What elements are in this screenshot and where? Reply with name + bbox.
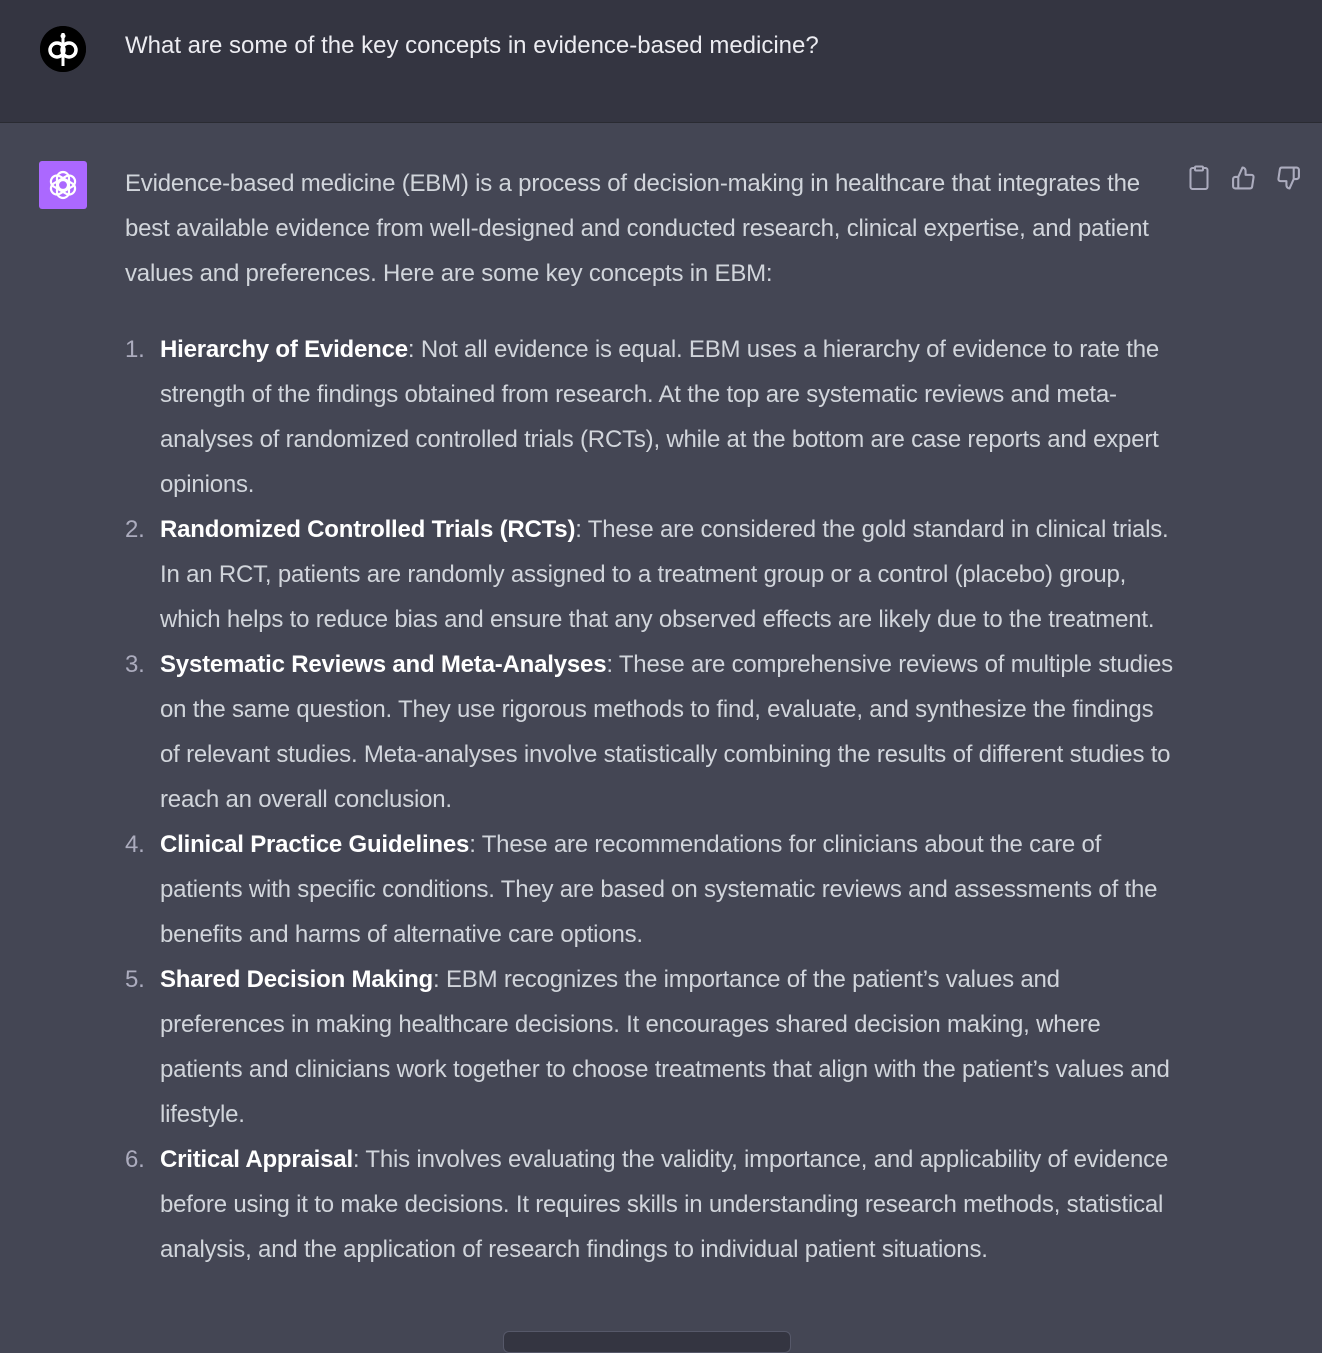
list-number: 3. — [125, 651, 145, 678]
user-message-row — [0, 0, 1322, 123]
concept-term: Hierarchy of Evidence — [160, 336, 408, 363]
list-number: 6. — [125, 1146, 145, 1173]
list-item — [125, 327, 1175, 507]
concept-description: : Not all evidence is equal. EBM uses a hierarchy of evidence to rate the strength of the findings obtained from research. At the top are systematic reviews and meta-analyses of randomized controlled trials (RCTs), while at the bottom are case reports and expert opinions. — [160, 336, 1160, 498]
list-number: 1. — [125, 336, 145, 363]
list-item — [125, 1137, 1175, 1272]
list-number: 2. — [125, 516, 145, 543]
user-avatar — [40, 26, 86, 72]
concept-term: Randomized Controlled Trials (RCTs) — [160, 516, 576, 543]
list-item — [125, 822, 1175, 957]
message-actions — [1186, 165, 1301, 190]
concept-description: : These are considered the gold standard in clinical trials. In an RCT, patients are randomly assigned to a treatment group or a control (placebo) group, which helps to reduce bias and ensure that any observed effects are likely due to the treatment. — [160, 516, 1169, 633]
list-item — [125, 642, 1175, 822]
user-logo-icon — [40, 26, 86, 72]
assistant-answer — [125, 161, 1175, 1272]
list-item — [125, 957, 1175, 1137]
clipboard-icon — [1187, 165, 1211, 191]
concept-description: : These are recommendations for clinicians about the care of patients with specific conditions. They are based on systematic reviews and assessments of the benefits and harms of alternative care options. — [160, 831, 1158, 948]
thumbs-up-icon — [1231, 165, 1256, 191]
concept-term: Clinical Practice Guidelines — [160, 831, 470, 858]
concept-description: : EBM recognizes the importance of the patient’s values and preferences in making healthcare decisions. It encourages shared decision making, where patients and clinicians work together to choose treatments that align with the patient’s values and lifestyle. — [160, 966, 1170, 1128]
list-number: 5. — [125, 966, 145, 993]
copy-button[interactable] — [1186, 165, 1211, 190]
assistant-avatar — [39, 161, 87, 209]
regenerate-button-edge[interactable] — [503, 1331, 791, 1353]
thumbs-up-button[interactable] — [1231, 165, 1256, 190]
user-message-text: What are some of the key concepts in evidence-based medicine? — [125, 32, 819, 59]
concept-term: Systematic Reviews and Meta-Analyses — [160, 651, 607, 678]
concept-term: Shared Decision Making — [160, 966, 434, 993]
answer-intro: Evidence-based medicine (EBM) is a process of decision-making in healthcare that integrates the best available evidence from well-designed and conducted research, clinical expertise, and patient values and preferences. Here are some key concepts in EBM: — [125, 170, 1149, 287]
assistant-message-row — [0, 123, 1322, 1344]
list-number: 4. — [125, 831, 145, 858]
thumbs-down-icon — [1276, 165, 1301, 191]
concept-description: : This involves evaluating the validity, importance, and applicability of evidence before using it to make decisions. It requires skills in understanding research methods, statistical analysis, and the application of research findings to individual patient situations. — [160, 1146, 1169, 1263]
list-item — [125, 507, 1175, 642]
concept-term: Critical Appraisal — [160, 1146, 353, 1173]
openai-logo-icon — [45, 167, 81, 203]
concept-description: : These are comprehensive reviews of multiple studies on the same question. They use rigorous methods to find, evaluate, and synthesize the findings of relevant studies. Meta-analyses involve statistically combining the results of different studies to reach an overall conclusion. — [160, 651, 1173, 813]
thumbs-down-button[interactable] — [1276, 165, 1301, 190]
concepts-list — [125, 327, 1175, 1272]
